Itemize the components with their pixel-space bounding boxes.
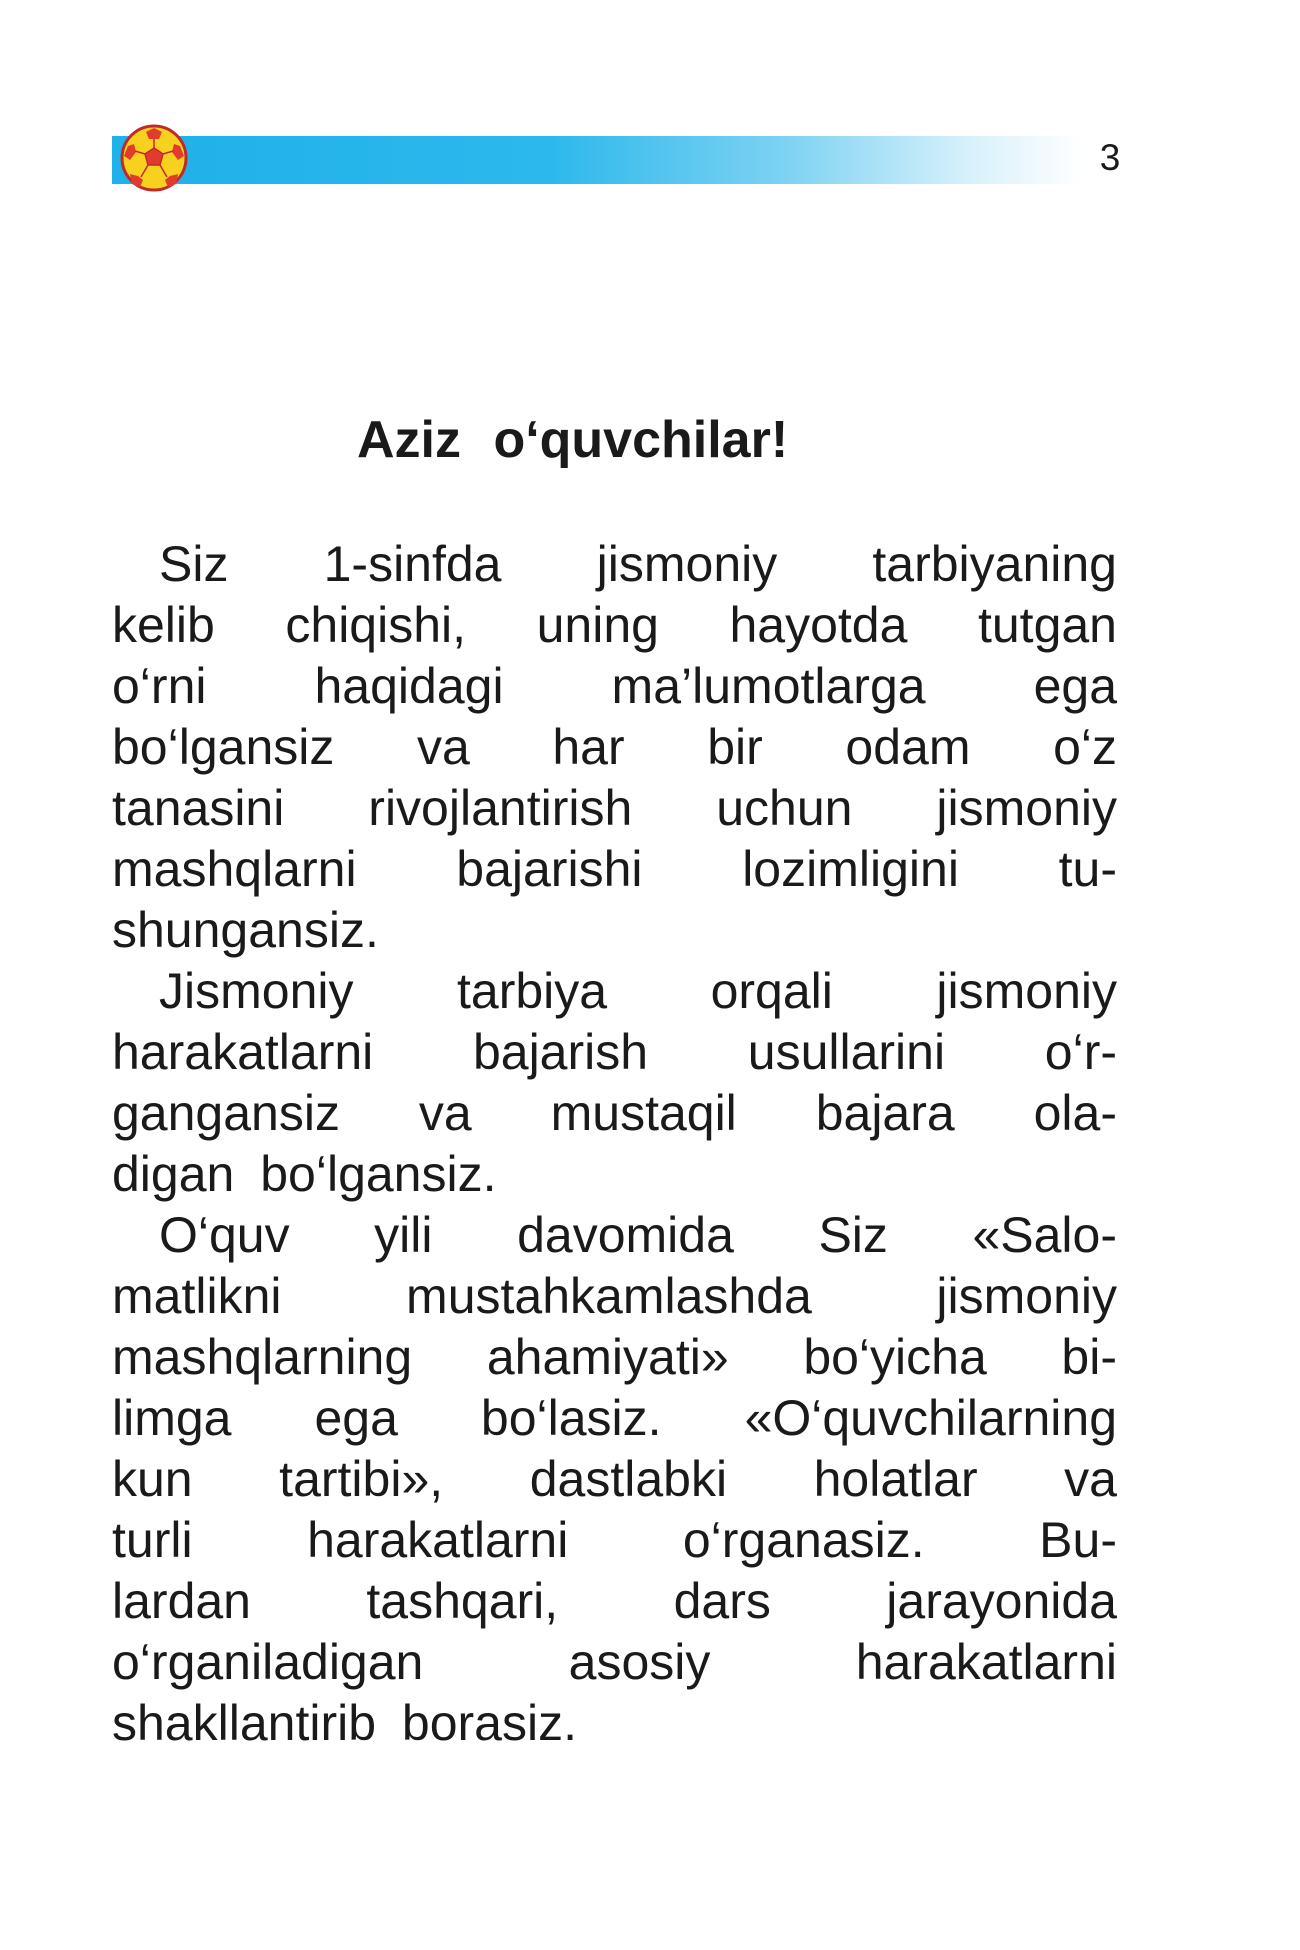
page-title: Aziz o‘quvchilar!: [357, 411, 789, 469]
text-line: kun tartibi», dastlabki holatlar va: [112, 1451, 1117, 1507]
text-line: o‘rganiladigan asosiy harakatlarni: [112, 1634, 1117, 1690]
text-line: Siz 1-sinfda jismoniy tarbiyaning: [159, 536, 1117, 592]
text-line: lardan tashqari, dars jarayonida: [112, 1573, 1117, 1629]
text-line: harakatlarni bajarish usullarini o‘r-: [112, 1024, 1117, 1080]
text-line: tanasini rivojlantirish uchun jismoniy: [112, 780, 1117, 836]
text-line: o‘rni haqidagi ma’lumotlarga ega: [112, 658, 1117, 714]
header-color-band: [112, 136, 1082, 184]
text-line: limga ega bo‘lasiz. «O‘quvchilarning: [112, 1390, 1117, 1446]
text-line: Jismoniy tarbiya orqali jismoniy: [159, 963, 1117, 1019]
text-line: turli harakatlarni o‘rganasiz. Bu-: [112, 1512, 1117, 1568]
body-text: [112, 534, 1117, 1754]
text-line: gangansiz va mustaqil bajara ola-: [112, 1085, 1117, 1141]
text-line: shakllantirib borasiz.: [112, 1695, 577, 1751]
text-line: O‘quv yili davomida Siz «Salo-: [159, 1207, 1117, 1263]
text-line: bo‘lgansiz va har bir odam o‘z: [112, 719, 1117, 775]
page-number: 3: [1099, 137, 1121, 178]
text-line: mashqlarni bajarishi lozimligini tu-: [112, 841, 1117, 897]
text-line: digan bo‘lgansiz.: [112, 1146, 497, 1202]
text-line: matlikni mustahkamlashda jismoniy: [112, 1268, 1117, 1324]
soccer-ball-icon: [120, 124, 188, 192]
text-line: kelib chiqishi, uning hayotda tutgan: [112, 597, 1117, 653]
text-line: mashqlarning ahamiyati» bo‘yicha bi-: [112, 1329, 1117, 1385]
text-line: shungansiz.: [112, 902, 379, 958]
